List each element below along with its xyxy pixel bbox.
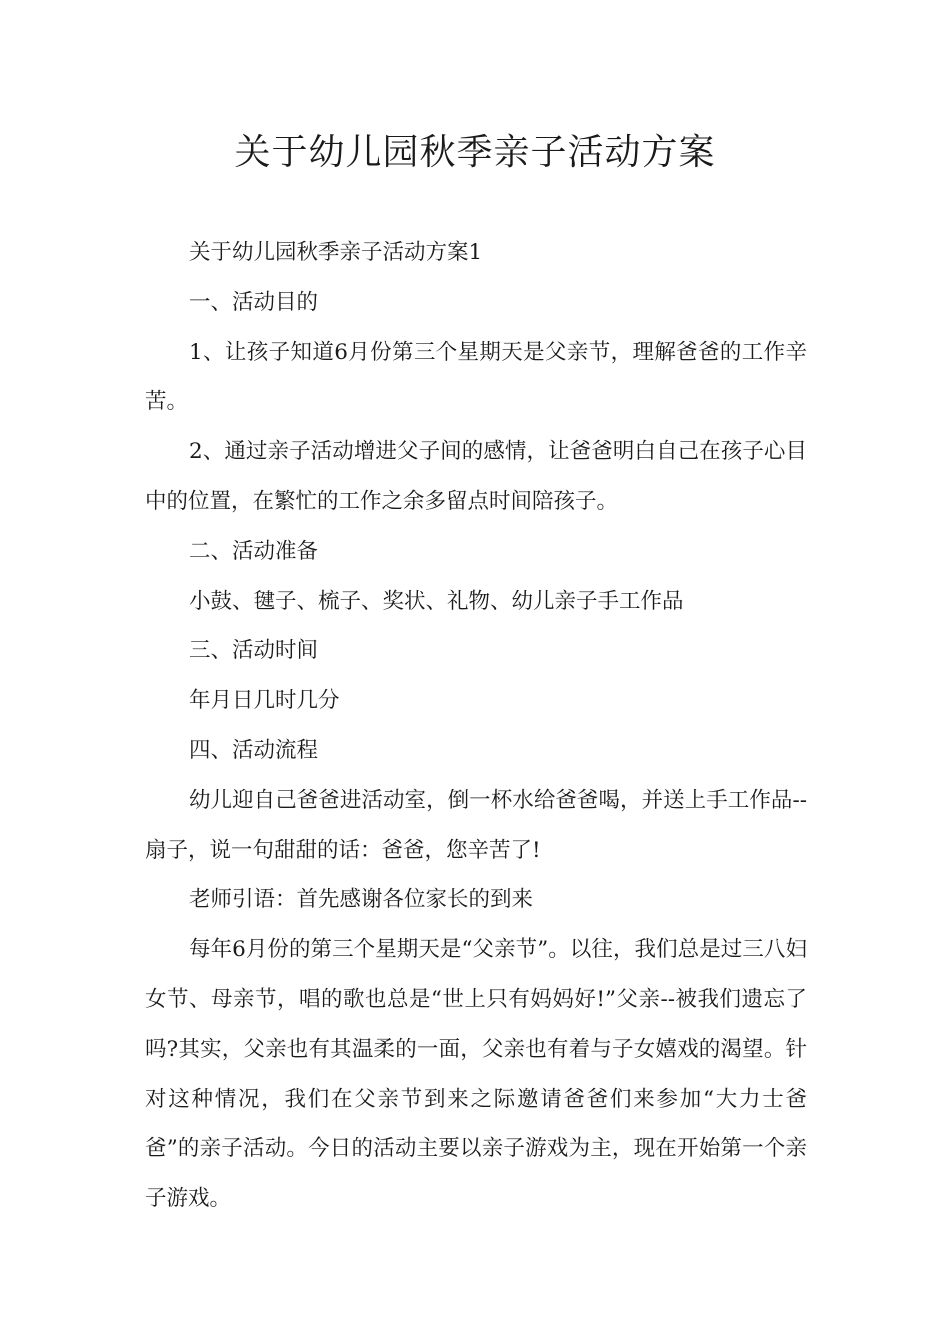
paragraph-purpose-2: 2、通过亲子活动增进父子间的感情，让爸爸明白自己在孩子心目中的位置，在繁忙的工作之余多留点时间陪孩子。 xyxy=(145,439,807,514)
paragraph-teacher-intro: 老师引语：首先感谢各位家长的到来 xyxy=(189,887,534,913)
section-heading-time: 三、活动时间 xyxy=(189,638,319,664)
paragraph-purpose-1: 1、让孩子知道6月份第三个星期天是父亲节，理解爸爸的工作辛苦。 xyxy=(145,339,807,415)
paragraph-process-1: 幼儿迎自己爸爸进活动室，倒一杯水给爸爸喝，并送上手工作品--扇子，说一句甜甜的话：爸爸，您辛苦了! xyxy=(145,787,807,863)
paragraph-subtitle: 关于幼儿园秋季亲子活动方案1 xyxy=(189,240,483,265)
section-heading-process: 四、活动流程 xyxy=(189,737,319,763)
section-heading-preparation: 二、活动准备 xyxy=(189,538,319,564)
document-title: 关于幼儿园秋季亲子活动方案 xyxy=(234,132,716,173)
paragraph-materials: 小鼓、毽子、梳子、奖状、礼物、幼儿亲子手工作品 xyxy=(189,588,684,614)
paragraph-time: 年月日几时几分 xyxy=(189,688,340,714)
document-body xyxy=(145,228,807,1224)
section-heading-purpose: 一、活动目的 xyxy=(189,289,319,315)
paragraph-fathers-day: 每年6月份的第三个星期天是“父亲节”。以往，我们总是过三八妇女节、母亲节，唱的歌也总是“世上只有妈妈好!”父亲--被我们遗忘了吗?其实，父亲也有其温柔的一面，父亲也有着与子女嬉戏的渴望。针对这种情况，我们在父亲节到来之际邀请爸爸们来参加“大力士爸爸”的亲子活动。今日的活动主要以亲子游戏为主，现在开始第一个亲子游戏。 xyxy=(145,937,807,1212)
